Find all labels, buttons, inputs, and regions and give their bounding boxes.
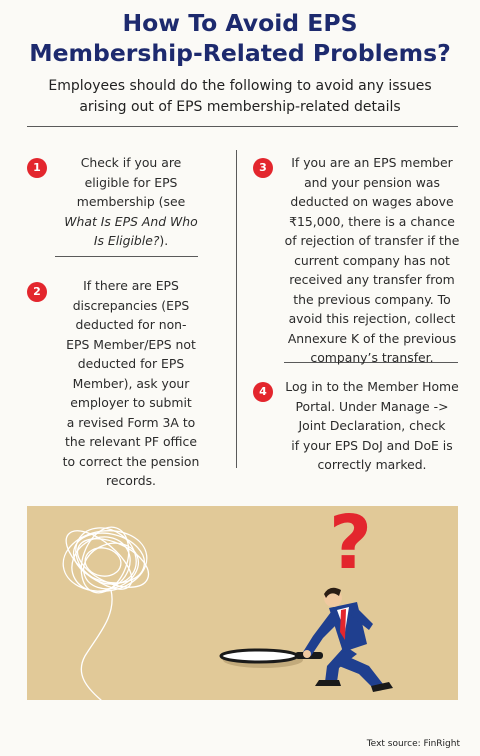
illustration-panel [27,506,458,700]
column-divider [236,150,237,468]
step-2-line: the relevant PF office [65,434,197,449]
step-2-line: Member), ask your [72,375,190,391]
step-2-text [48,276,214,491]
step-1-badge: 1 [27,158,47,178]
step-1-line: Check if you are [80,155,182,170]
step-1-line: eligible for EPS [84,174,178,190]
step-4-badge: 4 [253,382,273,402]
step-2-line: employer to submit [70,395,192,410]
step-2-line: EPS Member/EPS not [66,336,196,352]
title-line-2: Membership-Related Problems? [29,39,451,67]
step-4-line: correctly marked. [317,457,427,472]
step-4-line: if your EPS DoJ and DoE is [291,437,453,453]
top-divider [27,126,458,127]
businessman-figure-icon [303,588,393,692]
subtitle [20,76,460,118]
step-3-line: current company has not [294,252,450,268]
step-2-line: deducted for EPS [77,356,185,371]
step-3-line: avoid this rejection, collect [288,311,456,326]
text-source: Text source: FinRight [366,739,460,749]
step-4-line: Log in to the Member Home [285,379,459,394]
subtitle-line-1: Employees should do the following to avoid any issues [48,78,432,94]
step-2-badge: 2 [27,282,47,302]
step-3-line: deducted on wages above [290,194,454,209]
step-4-line: Joint Declaration, check [298,418,446,433]
step-3-line: and your pension was [304,174,440,190]
step-1-trailing: ). [159,233,169,248]
question-mark-icon: ? [329,506,372,586]
step-3-text [277,153,467,368]
step-3-badge: 3 [253,158,273,178]
title-line-1: How To Avoid EPS [122,9,358,37]
step-2-line: records. [106,473,156,488]
tangled-scribble-icon [57,516,156,700]
step-3-line: the previous company. To [293,291,451,307]
step-4-text [277,377,467,475]
step-2-line: deducted for non- [75,317,187,332]
page-title [0,8,480,68]
step-3-line: received any transfer from [289,272,455,287]
step-1-italic-line: What Is EPS And Who [64,213,198,229]
step-3-line: ₹15,000, there is a chance [289,213,455,229]
step-2-line: a revised Form 3A to [66,414,196,430]
step-2-line: If there are EPS [83,278,179,293]
step-3-line: of rejection of transfer if the [284,233,460,248]
step-3-line: If you are an EPS member [291,155,453,170]
subtitle-line-2: arising out of EPS membership-related details [79,99,401,115]
step-1-line: membership (see [76,194,186,209]
illustration-svg [27,506,458,700]
left-step-divider [55,256,198,257]
step-4-line: Portal. Under Manage -> [295,398,449,414]
step-1-text [48,153,214,251]
step-2-line: discrepancies (EPS [72,297,190,313]
step-3-line: Annexure K of the previous [287,330,457,346]
step-3-line: company’s transfer. [310,350,434,365]
step-1-italic-line: Is Eligible? [93,233,160,248]
step-2-line: to correct the pension [62,453,200,469]
